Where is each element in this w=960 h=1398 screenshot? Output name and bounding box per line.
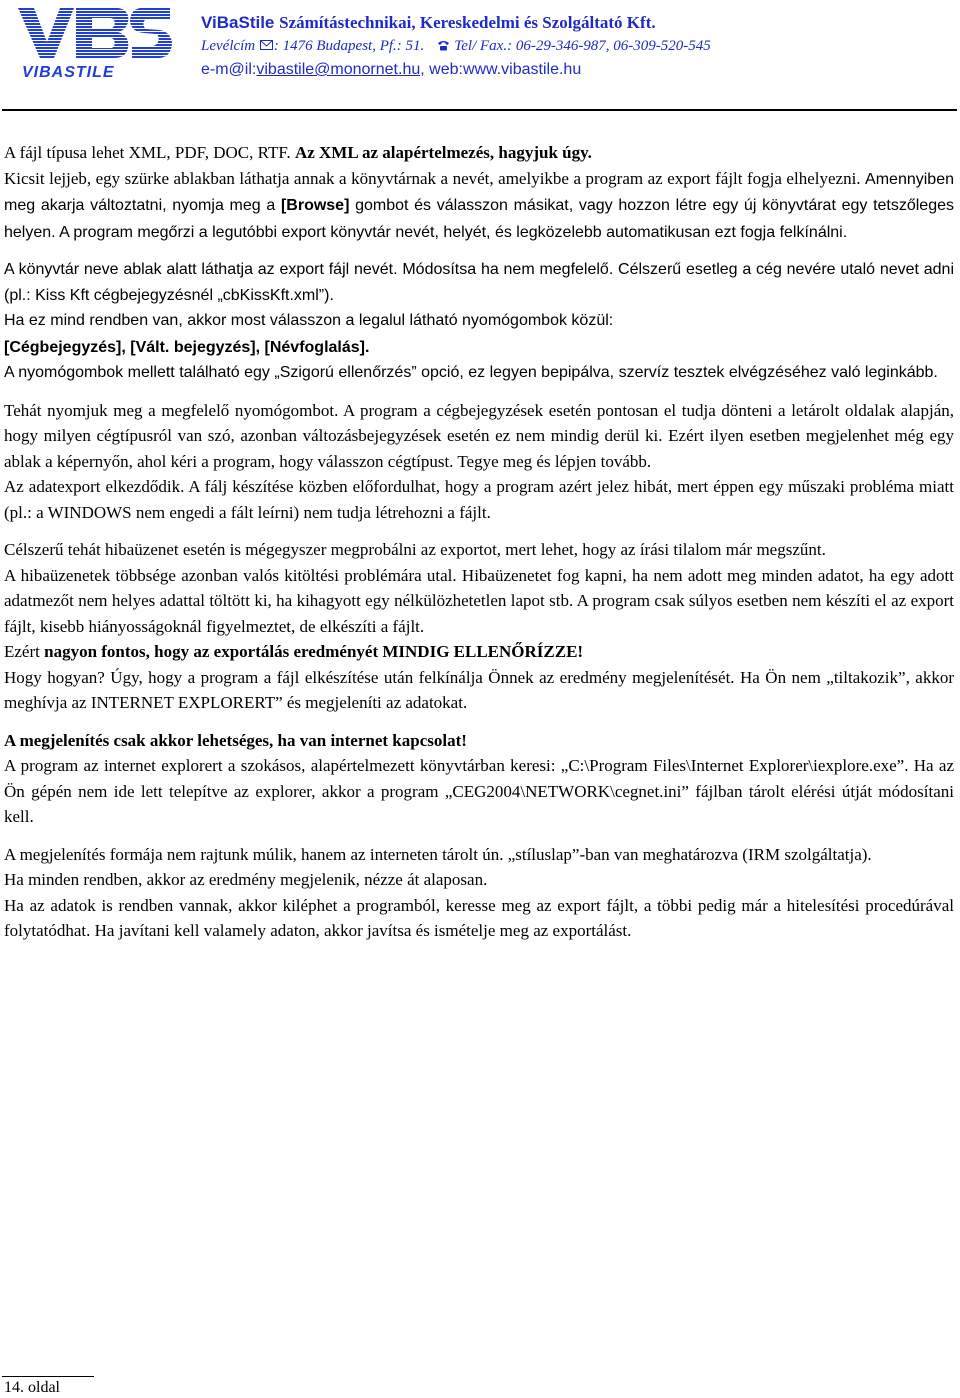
address-label: Levélcím [201, 38, 256, 54]
web-address: www.vibastile.hu [462, 61, 582, 78]
company-tail: Számítástechnikai, Kereskedelmi és Szolgáltató Kft. [279, 13, 656, 32]
email-link[interactable]: vibastile@monornet.hu, [256, 61, 425, 78]
paragraph-choose-button: Ha ez mind rendben van, akkor most válasszon a legalul látható nyomógombok közül: [4, 312, 614, 329]
document-body [4, 140, 954, 944]
spacer [4, 525, 954, 537]
telephone-icon [437, 39, 450, 51]
spacer [4, 245, 954, 257]
paragraph-directory [4, 166, 954, 246]
page-number: 14. oldal [4, 1379, 60, 1396]
company-logo [14, 2, 174, 82]
company-info [201, 12, 960, 80]
paragraph-review: Ha minden rendben, akkor az eredmény megjelenik, nézze át alaposan. [4, 870, 488, 889]
email-prefix: e-m@il: [201, 61, 257, 78]
paragraph-explorer-path: A program az internet explorert a szokásos, alapértelmezett könyvtárban keresi: „C:\Program Files\Internet Explorer\iexplore.exe”. Ha az Ön gépén nem ide lett telepítve az explorer, akkor a program „CEG2004\NETWORK\cegnet.ini” fájlban tárolt elérési útját módosítani kell. [4, 756, 954, 826]
spacer [4, 386, 954, 398]
text-browse: [Browse] [280, 197, 350, 214]
paragraph-strict-check: A nyomógombok mellett található egy „Szigorú ellenőrzés” opció, ez legyen bepipálva, szervíz tesztek elvégzéséhez való leginkább. [4, 364, 938, 381]
brand-name: ViBaStile [201, 13, 275, 32]
spacer [4, 830, 954, 842]
text-internet-required: A megjelenítés csak akkor lehetséges, ha van internet kapcsolat! [4, 730, 467, 750]
svg-text:VIBASTILE: VIBASTILE [22, 64, 115, 81]
paragraph-internet-required [4, 728, 954, 754]
contact-line [201, 60, 960, 80]
text-check-warning: nagyon fontos, hogy az exportálás eredményét MINDIG ELLENŐRÍZZE! [44, 642, 584, 661]
paragraph-export-start: Az adatexport elkezdődik. A fálj készítése közben előfordulhat, hogy a program azért jelez hibát, mert éppen egy műszaki probléma miatt (pl.: a WINDOWS nem engedi a fált leírni) nem tudja létrehozni a fájlt. [4, 477, 954, 522]
address-line [201, 36, 960, 56]
text-xml-default: Az XML az alapértelmezés, hagyjuk úgy. [294, 143, 592, 162]
paragraph-exit: Ha az adatok is rendben vannak, akkor kiléphet a programból, keresse meg az export fájlt, a többi pedig már a hitelesítési procedúrával folytatódhat. Ha javítani kell valamely adaton, akkor javítsa és ismételje meg az exportálást. [4, 895, 954, 940]
paragraph-button-list [4, 334, 954, 361]
letterhead [0, 0, 960, 112]
text-remember-dir: gombot és válasszon másikat, vagy hozzon létre egy új könyvtárat egy tetszőleges helyen. A program megőrzi a legutóbbi export könyvtár nevét, helyét, és legközelebb automatikusan ezt fogja felkínálni. [4, 197, 955, 241]
paragraph-how: Hogy hogyan? Úgy, hogy a program a fájl elkészítése után felkínálja Önnek az eredmény megjelenítését. Ha Ön nem „tiltakozik”, akkor meghívja az INTERNET EXPLORERT” és megjeleníti az adatokat. [4, 667, 954, 712]
text-directory: Kicsit lejjeb, egy szürke ablakban láthatja annak a könyvtárnak a nevét, amelyikbe a program az export fájlt fogja elhelyezni. [4, 168, 866, 188]
paragraph-check-result [4, 639, 954, 665]
paragraph-export-name: A könyvtár neve ablak alatt láthatja az export fájl nevét. Módosítsa ha nem megfelelő. Célszerű esetleg a cég nevére utaló nevet adni (pl.: Kiss Kft cégbejegyzésnél „cbKissKft.xml”). [4, 261, 954, 304]
envelope-icon [260, 39, 273, 51]
paragraph-errors: A hibaüzenetek többsége azonban valós kitöltési problémára utal. Hibaüzenetet fog kapni, ha nem adott meg minden adatot, ha egy adott adatmezőt nem helyes adattal töltött ki, ha kihagyott egy nélkülözhetetlen lapot stb. A program csak súlyos esetben nem készíti el az export fájlt, kisebb hiányosságoknál figyelmeztet, de elkészíti a fájlt. [4, 565, 954, 636]
text-change-dir: Amennyiben meg akarja változtatni, nyomja meg a [4, 170, 954, 214]
paragraph-retry: Célszerű tehát hibaüzenet esetén is mégegyszer megprobálni az exportot, mert lehet, hogy az írási tilalom már megszűnt. [4, 540, 826, 559]
web-label: web: [429, 61, 463, 78]
paragraph-stylesheet: A megjelenítés formája nem rajtunk múlik, hanem az interneten tárolt ún. „stíluslap”-ban van meghatározva (IRM szolgáltatja). [4, 844, 872, 864]
text-file-type: A fájl típusa lehet XML, PDF, DOC, RTF. [4, 143, 295, 162]
company-name [201, 12, 960, 33]
tel-value: : 06-29-346-987, 06-309-520-545 [507, 38, 711, 54]
logo-graphic [14, 2, 174, 82]
tel-label: Tel/ Fax. [454, 38, 508, 54]
footer-divider [2, 1376, 94, 1377]
header-divider [2, 109, 957, 111]
paragraph-file-type [4, 140, 954, 166]
text-therefore: Ezért [4, 642, 45, 661]
text-button-list: [Cégbejegyzés], [Vált. bejegyzés], [Névfoglalás]. [4, 338, 370, 356]
spacer [4, 716, 954, 728]
paragraph-press-button: Tehát nyomjuk meg a megfelelő nyomógombot. A program a cégbejegyzések esetén pontosan el tudja dönteni a letárolt oldalak alapján, hogy milyen cégtípusról van szó, azonban változásbejegyzések esetén ez nem mindig derül ki. Ezért ilyen esetben megjelenhet még egy ablak a képernyőn, ahol kéri a program, hogy válasszon cégtípust. Tegye meg és lépjen tovább. [4, 400, 954, 471]
address-value: : 1476 Budapest, Pf.: 51. [273, 38, 425, 54]
